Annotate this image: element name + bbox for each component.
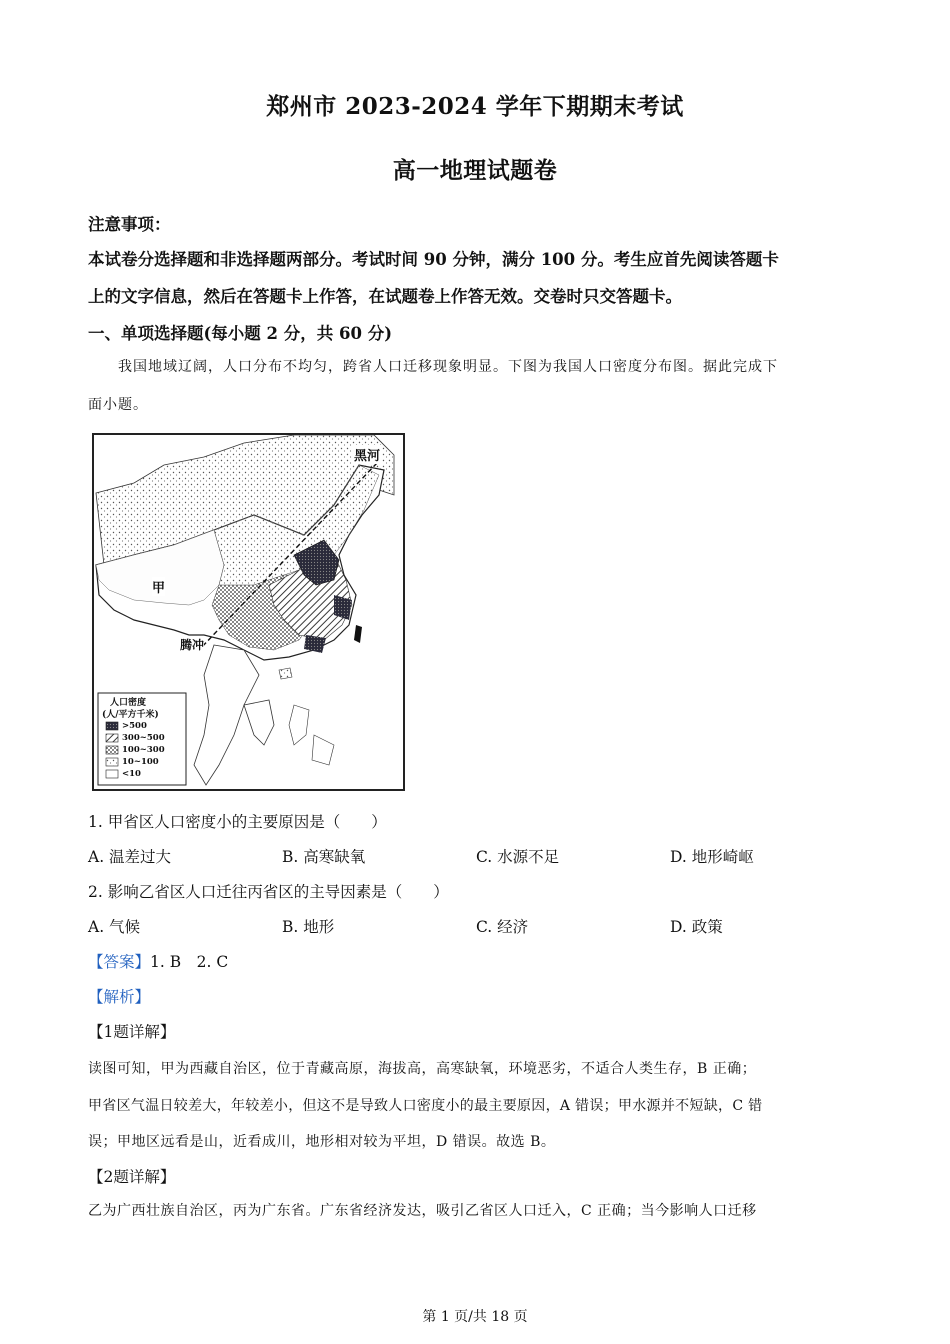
- page-title: 郑州市 2023-2024 学年下期期末考试: [266, 93, 684, 120]
- q2-option-b: B. 地形: [282, 918, 335, 936]
- legend-item: 10~100: [122, 757, 159, 767]
- map-label-heihe: 黑河: [352, 445, 382, 464]
- legend-item: >500: [122, 721, 147, 731]
- intro-line-1: 我国地域辽阔，人口分布不均匀，跨省人口迁移现象明显。下图为我国人口密度分布图。据此完成下: [118, 359, 778, 375]
- legend-item: <10: [122, 769, 141, 779]
- intro-line-2: 面小题。: [88, 397, 148, 413]
- population-density-map: [92, 433, 405, 791]
- q1-detail-tag: 【1题详解】: [88, 1023, 176, 1041]
- q2-option-a: A. 气候: [88, 918, 141, 936]
- section-heading: 一、单项选择题(每小题 2 分，共 60 分): [88, 324, 393, 343]
- q2-option-c: C. 经济: [476, 918, 529, 936]
- notice-line-1: 本试卷分选择题和非选择题两部分。考试时间 90 分钟，满分 100 分。考生应首先阅读答题卡: [88, 250, 779, 269]
- answer-tag: 【答案】: [88, 953, 151, 971]
- q1-option-d: D. 地形崎岖: [670, 848, 754, 866]
- q1-option-b: B. 高寒缺氧: [282, 848, 366, 866]
- question-1-stem: 1. 甲省区人口密度小的主要原因是（ ）: [88, 813, 387, 831]
- legend-item: 100~300: [122, 745, 165, 755]
- q2-detail-tag: 【2题详解】: [88, 1168, 176, 1186]
- answer-text: 1. B 2. C: [150, 953, 229, 971]
- analysis-tag: 【解析】: [88, 988, 151, 1006]
- q2-detail-line-1: 乙为广西壮族自治区，丙为广东省。广东省经济发达，吸引乙省区人口迁入，C 正确；当今影响人口迁移: [88, 1203, 757, 1219]
- map-label-tengchong: 腾冲: [180, 638, 205, 652]
- page-number: 第 1 页/共 18 页: [422, 1309, 528, 1325]
- map-label-bing: 丙: [330, 644, 343, 658]
- map-label-jia: 甲: [152, 577, 165, 596]
- answer-line: [88, 950, 228, 972]
- q1-option-c: C. 水源不足: [476, 848, 560, 866]
- q1-option-a: A. 温差过大: [88, 848, 172, 866]
- notice-heading: 注意事项：: [88, 215, 171, 234]
- legend-title: 人口密度: [110, 698, 147, 708]
- q2-option-d: D. 政策: [670, 918, 723, 936]
- legend-item: 300~500: [122, 733, 165, 743]
- q1-detail-line-3: 误；甲地区远看是山，近看成川，地形相对较为平坦，D 错误。故选 B。: [88, 1134, 556, 1150]
- legend-unit: (人/平方千米): [102, 710, 159, 720]
- q1-detail-line-2: 甲省区气温日较差大，年较差小，但这不是导致人口密度小的最主要原因，A 错误；甲水源并不短缺，C 错: [88, 1098, 763, 1114]
- notice-line-2: 上的文字信息，然后在答题卡上作答，在试题卷上作答无效。交卷时只交答题卡。: [88, 287, 682, 306]
- question-2-stem: 2. 影响乙省区人口迁往丙省区的主导因素是（ ）: [88, 883, 449, 901]
- q1-detail-line-1: 读图可知，甲为西藏自治区，位于青藏高原，海拔高，高寒缺氧，环境恶劣，不适合人类生存，B 正确；: [88, 1061, 757, 1077]
- page-subtitle: 高一地理试题卷: [392, 157, 558, 184]
